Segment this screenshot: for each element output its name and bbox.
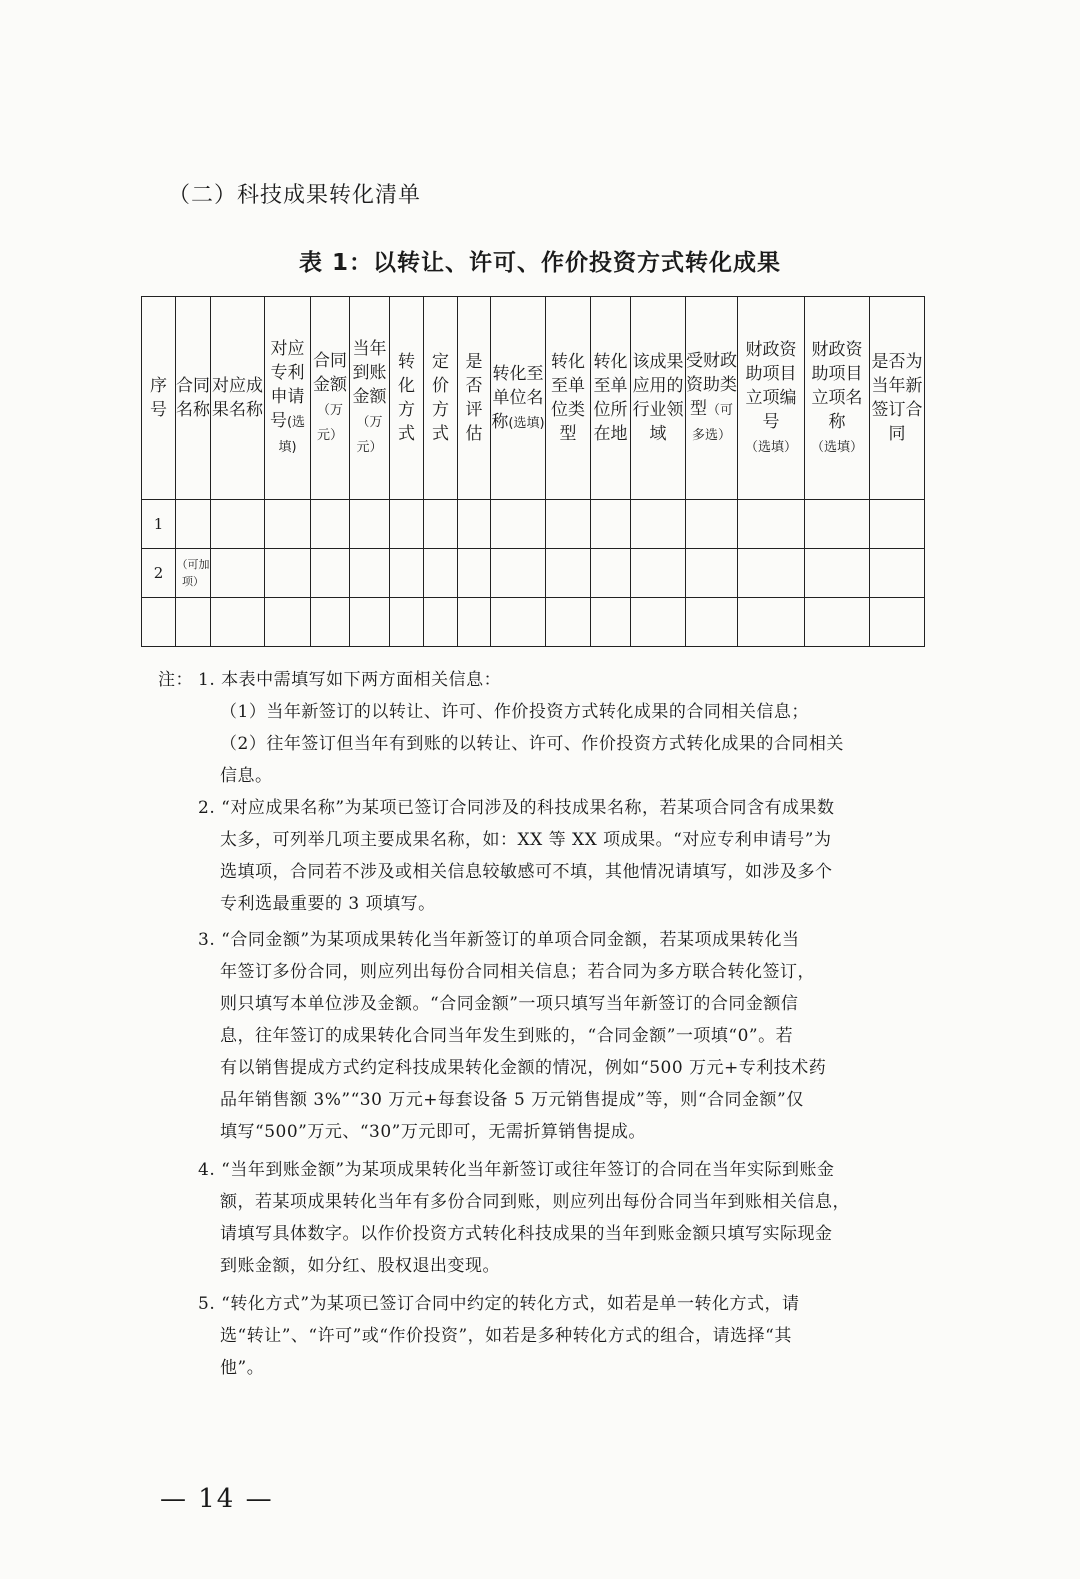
table-cell — [491, 549, 546, 598]
table-cell — [686, 549, 738, 598]
table-cell — [458, 598, 491, 647]
table-cell — [591, 500, 631, 549]
table-cell — [458, 500, 491, 549]
col-header: 受财政资助类型（可多选） — [686, 297, 738, 500]
table-cell — [265, 598, 311, 647]
table-cell — [738, 598, 805, 647]
note-line: 2. “对应成果名称”为某项已签订合同涉及的科技成果名称，若某项合同含有成果数 — [198, 798, 835, 818]
col-header: 对应专利申请号(选填) — [265, 297, 311, 500]
table-cell — [350, 598, 390, 647]
col-header: 转化方式 — [390, 297, 424, 500]
note-line: 1. 本表中需填写如下两方面相关信息： — [198, 670, 502, 690]
note-line: 4. “当年到账金额”为某项成果转化当年新签订或往年签订的合同在当年实际到账金 — [198, 1160, 835, 1180]
table-cell — [870, 549, 925, 598]
table-cell — [738, 549, 805, 598]
table-cell — [591, 598, 631, 647]
table-cell — [390, 549, 424, 598]
table-row — [142, 500, 925, 549]
row-number — [142, 598, 176, 647]
table-cell — [211, 500, 265, 549]
table-cell — [424, 549, 458, 598]
note-line: 到账金额，如分红、股权退出变现。 — [220, 1256, 500, 1276]
note-line: 有以销售提成方式约定科技成果转化金额的情况，例如“500 万元+专利技术药 — [220, 1058, 827, 1078]
table-cell — [631, 500, 686, 549]
col-header: 是否评估 — [458, 297, 491, 500]
add-rows-note: （可加项） — [176, 549, 211, 598]
table-cell — [805, 598, 870, 647]
table-cell — [176, 598, 211, 647]
col-header: 对应成果名称 — [211, 297, 265, 500]
table-cell — [265, 500, 311, 549]
table-row — [142, 598, 925, 647]
col-header: 合同金额（万元） — [311, 297, 350, 500]
note-line: 请填写具体数字。以作价投资方式转化科技成果的当年到账金额只填写实际现金 — [220, 1224, 833, 1244]
section-title: （二）科技成果转化清单 — [168, 183, 422, 208]
note-line: 年签订多份合同，则应列出每份合同相关信息；若合同为多方联合转化签订， — [220, 962, 815, 982]
col-header: 转化至单位名称(选填) — [491, 297, 546, 500]
note-line: 3. “合同金额”为某项成果转化当年新签订的单项合同金额，若某项成果转化当 — [198, 930, 800, 950]
table-cell — [805, 500, 870, 549]
table-cell — [546, 598, 591, 647]
note-line: 息，往年签订的成果转化合同当年发生到账的，“合同金额”一项填“0”。若 — [220, 1026, 794, 1046]
note-line: （1）当年新签订的以转让、许可、作价投资方式转化成果的合同相关信息； — [220, 702, 809, 722]
row-number: 1 — [142, 500, 176, 549]
note-line: 他”。 — [220, 1358, 265, 1378]
note-line: 品年销售额 3%”“30 万元+每套设备 5 万元销售提成”等，则“合同金额”仅 — [220, 1090, 804, 1110]
table-cell — [458, 549, 491, 598]
note-line: 5. “转化方式”为某项已签订合同中约定的转化方式，如若是单一转化方式，请 — [198, 1294, 800, 1314]
note-line: 填写“500”万元、“30”万元即可，无需折算销售提成。 — [220, 1122, 646, 1142]
table-cell — [591, 549, 631, 598]
conversion-table — [141, 296, 925, 647]
note-line: 太多，可列举几项主要成果名称，如：XX 等 XX 项成果。“对应专利申请号”为 — [220, 830, 832, 850]
table-cell — [211, 549, 265, 598]
table-cell — [390, 500, 424, 549]
note-line: 选“转让”、“许可”或“作价投资”，如若是多种转化方式的组合，请选择“其 — [220, 1326, 792, 1346]
table-cell — [686, 598, 738, 647]
table-cell — [311, 549, 350, 598]
table-cell — [491, 500, 546, 549]
table-cell — [311, 500, 350, 549]
note-line: 则只填写本单位涉及金额。“合同金额”一项只填写当年新签订的合同金额信 — [220, 994, 799, 1014]
col-header: 合同名称 — [176, 297, 211, 500]
table-cell — [686, 500, 738, 549]
table-cell — [546, 500, 591, 549]
col-header: 是否为当年新签订合同 — [870, 297, 925, 500]
table-cell — [311, 598, 350, 647]
table-cell — [350, 549, 390, 598]
note-line: 选填项，合同若不涉及或相关信息较敏感可不填，其他情况请填写，如涉及多个 — [220, 862, 833, 882]
note-line: 信息。 — [220, 766, 273, 786]
table-cell — [491, 598, 546, 647]
table-cell — [631, 598, 686, 647]
table-header-row — [142, 297, 925, 500]
note-line: （2）往年签订但当年有到账的以转让、许可、作价投资方式转化成果的合同相关 — [220, 734, 844, 754]
col-header: 转化至单位所在地 — [591, 297, 631, 500]
table-cell — [870, 500, 925, 549]
col-header: 财政资助项目立项名称（选填） — [805, 297, 870, 500]
table-cell — [424, 598, 458, 647]
table-title: 表 1：以转让、许可、作价投资方式转化成果 — [298, 250, 781, 276]
col-header: 定价方式 — [424, 297, 458, 500]
note-line: 额，若某项成果转化当年有多份合同到账，则应列出每份合同当年到账相关信息， — [220, 1192, 850, 1212]
table-cell — [424, 500, 458, 549]
page-number: — 14 — — [160, 1484, 274, 1514]
table-cell — [390, 598, 424, 647]
table-cell — [546, 549, 591, 598]
notes-label: 注： — [158, 670, 193, 690]
table-cell — [738, 500, 805, 549]
col-header: 当年到账金额（万元） — [350, 297, 390, 500]
table-cell — [870, 598, 925, 647]
col-header: 转化至单位类型 — [546, 297, 591, 500]
table-cell — [805, 549, 870, 598]
note-line: 专利选最重要的 3 项填写。 — [220, 894, 436, 914]
table-cell — [631, 549, 686, 598]
table-cell — [350, 500, 390, 549]
col-header: 财政资助项目立项编号（选填） — [738, 297, 805, 500]
table-cell — [176, 500, 211, 549]
row-number: 2 — [142, 549, 176, 598]
table-row — [142, 549, 925, 598]
table-cell — [211, 598, 265, 647]
col-header: 该成果应用的行业领域 — [631, 297, 686, 500]
col-header: 序号 — [142, 297, 176, 500]
table-cell — [265, 549, 311, 598]
